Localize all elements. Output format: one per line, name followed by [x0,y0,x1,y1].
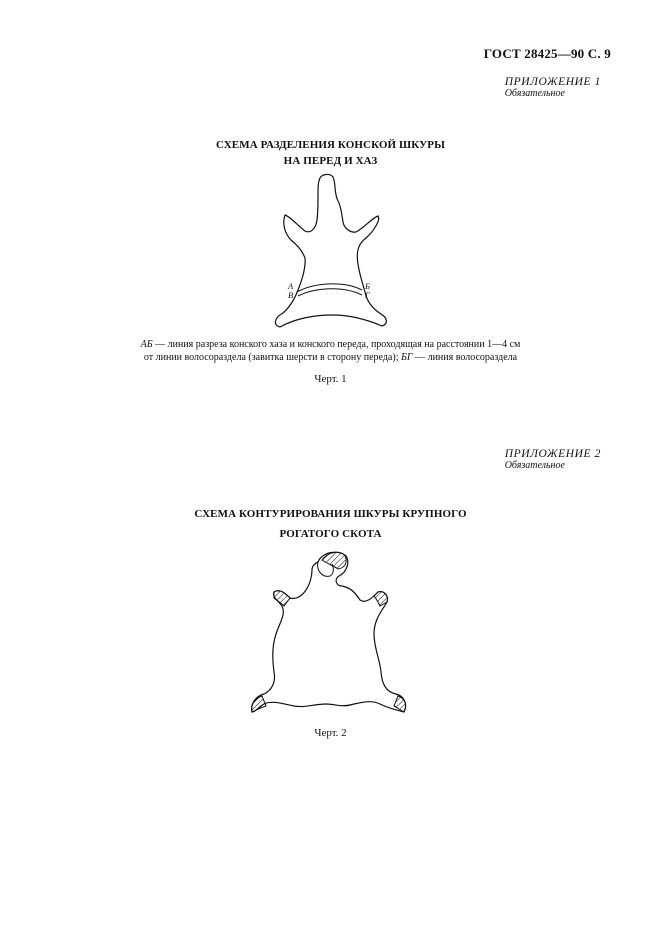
hatched-left-hindleg [252,696,266,712]
caption-line1-text: — линия разреза конского хаза и конского переда, проходящая на расстоянии 1—4 см [152,339,521,350]
document-header: ГОСТ 28425—90 С. 9 [483,46,611,61]
figure-1-label: Черт. 1 [314,373,347,385]
point-g-label: Г [365,290,370,300]
caption-bg-label: БГ [400,352,413,363]
figure-2-title-line1: СХЕМА КОНТУРИРОВАНИЯ ШКУРЫ КРУПНОГО [194,508,467,520]
figure-2-label: Черт. 2 [314,727,347,739]
appendix-1-title: ПРИЛОЖЕНИЕ 1 [504,76,601,88]
appendix-2-title: ПРИЛОЖЕНИЕ 2 [504,448,601,460]
figure-1-title-line2: НА ПЕРЕД И ХАЗ [283,155,378,167]
caption-ab-label: АБ [140,339,153,350]
figure-2-title-line2: РОГАТОГО СКОТА [279,528,382,540]
caption-line2-text: от линии волосоразделa (завитка шерсти в сторону переда); [143,352,401,363]
appendix-1-status: Обязательное [504,88,565,99]
point-a-label: А [288,281,294,291]
point-v-label: В [288,290,294,300]
hatched-left-foreleg [274,591,290,606]
point-b-label: Б [365,281,371,291]
caption-line2-end: — линия волосораздела [412,352,518,363]
appendix-2-status: Обязательное [504,460,565,471]
figure-1-title-line1: СХЕМА РАЗДЕЛЕНИЯ КОНСКОЙ ШКУРЫ [216,139,445,151]
